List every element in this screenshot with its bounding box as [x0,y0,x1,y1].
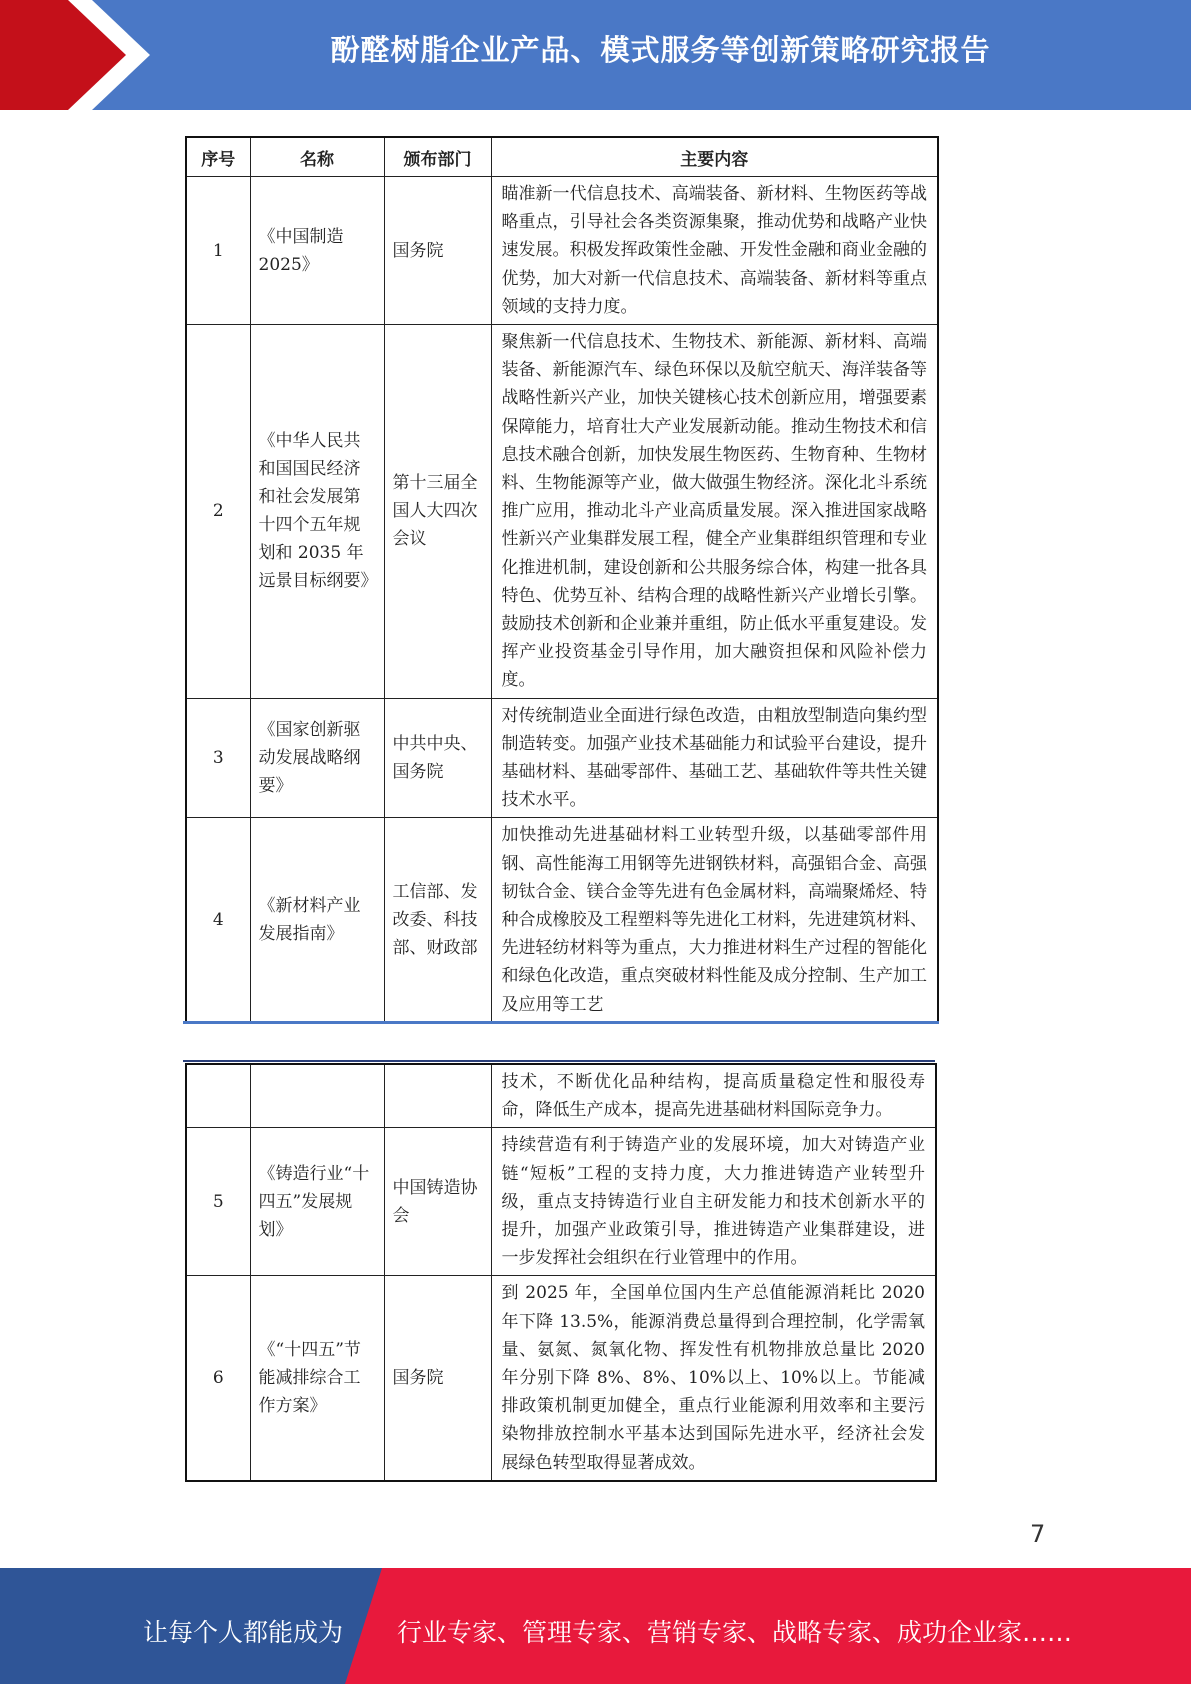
table-continue-line [183,1060,935,1062]
policy-table-continued [185,1063,937,1482]
column-header-dept: 颁布部门 [384,137,491,177]
row-name: 《中国制造2025》 [250,177,384,325]
row-name: 《“十四五”节能减排综合工作方案》 [250,1276,384,1481]
row-num: 5 [186,1128,250,1276]
page-footer [0,1568,1191,1684]
table-row [186,177,938,325]
row-dept: 工信部、发改委、科技部、财政部 [384,818,491,1023]
table-row [186,325,938,699]
row-content: 加快推动先进基础材料工业转型升级，以基础零部件用钢、高性能海工用钢等先进钢铁材料，高强铝合金、高强韧钛合金、镁合金等先进有色金属材料，高端聚烯烃、特种合成橡胶及工程塑料等先进化工材料，先进建筑材料、先进轻纺材料等为重点，大力推进材料生产过程的智能化和绿色化改造，重点突破材料性能及成分控制、生产加工及应用等工艺 [491,818,938,1023]
table-row [186,1128,936,1276]
table-header-row [186,137,938,177]
row-name: 《国家创新驱动发展战略纲要》 [250,698,384,818]
policy-table [185,136,939,1024]
row-num [186,1064,250,1128]
table-break-line [183,1021,939,1024]
report-title: 酚醛树脂企业产品、模式服务等创新策略研究报告 [330,33,991,67]
row-num: 6 [186,1276,250,1481]
page-number: 7 [1030,1520,1046,1548]
row-num: 2 [186,325,250,699]
row-dept: 国务院 [384,1276,491,1481]
column-header-name: 名称 [250,137,384,177]
row-dept: 第十三届全国人大四次会议 [384,325,491,699]
row-content: 对传统制造业全面进行绿色改造，由粗放型制造向集约型制造转变。加强产业技术基础能力和试验平台建设，提升基础材料、基础零部件、基础工艺、基础软件等共性关键技术水平。 [491,698,938,818]
page-header [0,0,1191,110]
row-num: 3 [186,698,250,818]
table-row [186,1064,936,1128]
column-header-num: 序号 [186,137,250,177]
header-arrow-decoration [0,0,160,110]
row-num: 4 [186,818,250,1023]
row-content: 持续营造有利于铸造产业的发展环境，加大对铸造产业链“短板”工程的支持力度，大力推进铸造产业转型升级，重点支持铸造行业自主研发能力和技术创新水平的提升，加强产业政策引导，推进铸造产业集群建设，进一步发挥社会组织在行业管理中的作用。 [491,1128,936,1276]
row-dept: 国务院 [384,177,491,325]
table-row [186,1276,936,1481]
table-row [186,818,938,1023]
row-dept: 中共中央、国务院 [384,698,491,818]
row-dept: 中国铸造协会 [384,1128,491,1276]
footer-slogan-right: 行业专家、管理专家、营销专家、战略专家、成功企业家…… [397,1618,1073,1647]
row-name: 《中华人民共和国国民经济和社会发展第十四个五年规划和 2035 年远景目标纲要》 [250,325,384,699]
footer-slogan-left: 让每个人都能成为 [143,1618,344,1647]
row-name: 《新材料产业发展指南》 [250,818,384,1023]
row-name: 《铸造行业“十四五”发展规划》 [250,1128,384,1276]
row-num: 1 [186,177,250,325]
table-row [186,698,938,818]
row-content: 瞄准新一代信息技术、高端装备、新材料、生物医药等战略重点，引导社会各类资源集聚，推动优势和战略产业快速发展。积极发挥政策性金融、开发性金融和商业金融的优势，加大对新一代信息技术、高端装备、新材料等重点领域的支持力度。 [491,177,938,325]
row-dept [384,1064,491,1128]
row-content: 聚焦新一代信息技术、生物技术、新能源、新材料、高端装备、新能源汽车、绿色环保以及航空航天、海洋装备等战略性新兴产业，加快关键核心技术创新应用，增强要素保障能力，培育壮大产业发展新动能。推动生物技术和信息技术融合创新，加快发展生物医药、生物育种、生物材料、生物能源等产业，做大做强生物经济。深化北斗系统推广应用，推动北斗产业高质量发展。深入推进国家战略性新兴产业集群发展工程，健全产业集群组织管理和专业化推进机制，建设创新和公共服务综合体，构建一批各具特色、优势互补、结构合理的战略性新兴产业增长引擎。鼓励技术创新和企业兼并重组，防止低水平重复建设。发挥产业投资基金引导作用，加大融资担保和风险补偿力度。 [491,325,938,699]
row-name [250,1064,384,1128]
column-header-content: 主要内容 [491,137,938,177]
row-content: 技术，不断优化品种结构，提高质量稳定性和服役寿命，降低生产成本，提高先进基础材料国际竞争力。 [491,1064,936,1128]
row-content: 到 2025 年，全国单位国内生产总值能源消耗比 2020 年下降 13.5%，能源消费总量得到合理控制，化学需氧量、氨氮、氮氧化物、挥发性有机物排放总量比 2020 年分别下降 8%、8%、10%以上、10%以上。节能减排政策机制更加健全，重点行业能源利用效率和主要污染物排放控制水平基本达到国际先进水平，经济社会发展绿色转型取得显著成效。 [491,1276,936,1481]
